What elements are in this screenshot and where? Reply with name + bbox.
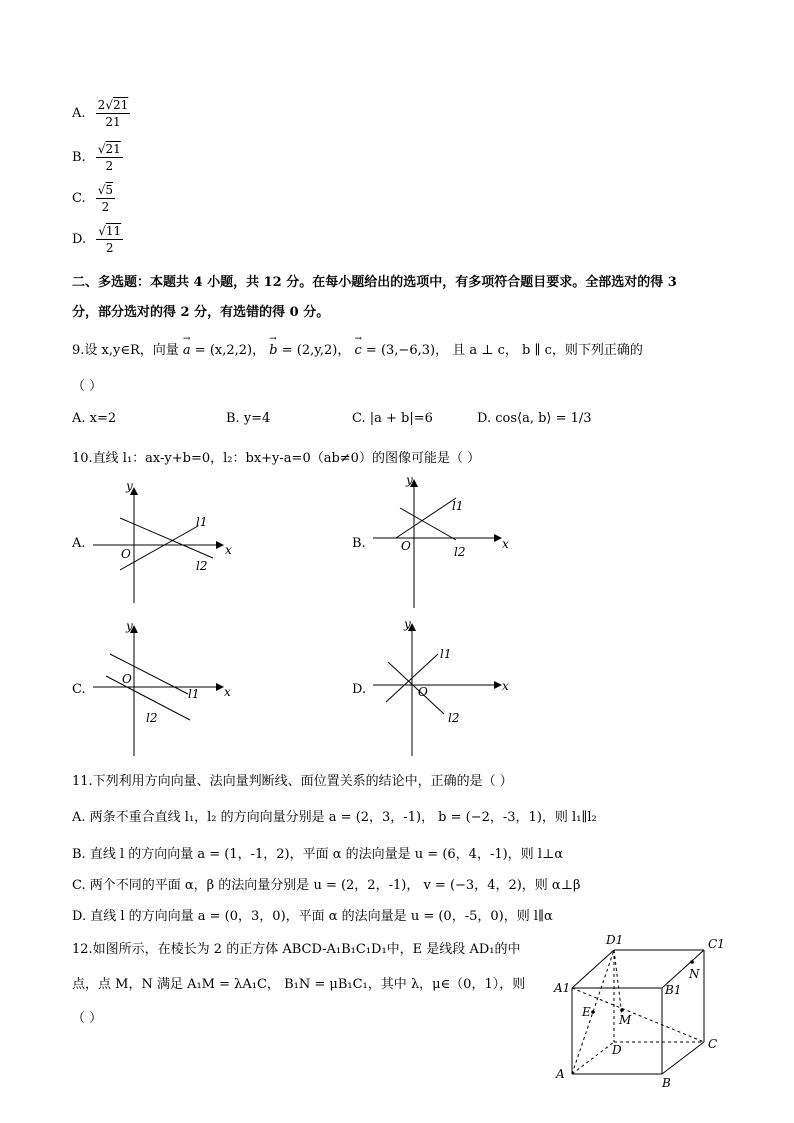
option-label: C.	[72, 191, 86, 206]
vector-a: → a	[183, 343, 191, 358]
l1-label: l1	[188, 687, 200, 701]
radicand: 21	[105, 142, 121, 156]
line-l2	[400, 508, 456, 540]
q10-graph-a-label: A.	[72, 536, 86, 551]
q11-option-c: C. 两个不同的平面 α，β 的法向量分别是 u = (2，2，-1)， v = (−3，4，2)，则 α⊥β	[72, 878, 581, 893]
denominator: 2	[105, 159, 114, 173]
line-l1	[396, 498, 456, 538]
q10-graph-c	[88, 616, 248, 758]
radicand: 5	[105, 183, 114, 197]
y-label: y	[404, 617, 411, 631]
q10-graph-b	[368, 470, 528, 610]
label-c1: C1	[708, 937, 725, 951]
denominator: 21	[105, 115, 121, 129]
label-a1: A1	[554, 981, 571, 995]
x-label: x	[502, 537, 509, 551]
q12-line2: 点，点 M，N 满足 A₁M = λA₁C， B₁N = μB₁C₁，其中 λ，μ∈（0，1），则	[72, 977, 526, 992]
label-d: D	[612, 1043, 622, 1057]
point-n	[690, 960, 694, 964]
label-n: N	[689, 967, 700, 981]
edge-ad	[572, 1042, 614, 1074]
option-label: B.	[72, 150, 86, 165]
q8-option-c	[72, 183, 115, 214]
label-c: C	[708, 1037, 718, 1051]
q9-paren: （ ）	[72, 379, 103, 394]
q9-option-a: A. x=2	[72, 411, 117, 426]
q12-line1: 12.如图所示，在棱长为 2 的正方体 ABCD-A₁B₁C₁D₁中，E 是线段 AD₁的中	[72, 942, 521, 957]
denominator: 2	[101, 200, 110, 214]
label-a: A	[556, 1067, 565, 1081]
q8-option-d	[72, 224, 123, 255]
l2-label: l2	[196, 559, 208, 573]
q10-graph-d	[368, 614, 528, 758]
l2-label: l2	[454, 545, 466, 559]
fraction: $\frac{√5}{2}$	[97, 183, 114, 214]
q12-paren: （ ）	[72, 1011, 103, 1026]
fraction: $\frac{2√21}{21}$	[97, 98, 129, 129]
vector-b-value: (2,y,2)	[296, 343, 338, 358]
q9-condition: 且 a ⊥ c， b ∥ c，则下列正确的	[452, 343, 643, 358]
vector-b: → b	[269, 343, 277, 358]
denominator: 2	[105, 241, 114, 255]
q11-option-a: A. 两条不重合直线 l₁，l₂ 的方向向量分别是 a = (2，3，-1)， b = (−2，-3，1)，则 l₁∥l₂	[72, 810, 597, 825]
q10-stem: 10.直线 l₁：ax-y+b=0，l₂：bx+y-a=0（ab≠0）的图像可能是（ ）	[72, 451, 481, 466]
q10-graph-d-label: D.	[352, 682, 367, 697]
q10-graph-a	[88, 478, 248, 608]
point-e	[591, 1010, 595, 1014]
y-label: y	[126, 619, 133, 633]
origin-label: O	[122, 672, 132, 686]
q10-graph-b-label: B.	[352, 536, 366, 551]
x-label: x	[224, 685, 231, 699]
origin-label: O	[401, 539, 411, 553]
point-m	[620, 1008, 624, 1012]
origin-label: O	[121, 547, 131, 561]
q9-intro: 9.设 x,y∈R，向量	[72, 343, 179, 358]
fraction: $\frac{√21}{2}$	[97, 142, 121, 173]
vector-a-value: (x,2,2)	[209, 343, 253, 358]
x-label: x	[225, 543, 232, 557]
vector-c-value: (3,−6,3)	[380, 343, 436, 358]
q11-option-b: B. 直线 l 的方向向量 a = (1，-1，2)，平面 α 的法向量是 u = (6，4，-1)，则 l⊥α	[72, 847, 563, 862]
l2-label: l2	[448, 711, 460, 725]
q9-option-b: B. y=4	[226, 411, 271, 426]
fraction: $\frac{√11}{2}$	[98, 224, 122, 255]
coef: 2	[97, 98, 106, 112]
label-e: E	[582, 1005, 591, 1019]
y-label: y	[126, 479, 133, 493]
q10-graph-c-label: C.	[72, 682, 86, 697]
section-heading-line2: 分，部分选对的得 2 分，有选错的得 0 分。	[72, 305, 330, 320]
q9-option-c: C. |a + b|=6	[352, 411, 433, 426]
q11-stem: 11.下列利用方向向量、法向量判断线、面位置关系的结论中，正确的是（ ）	[72, 774, 513, 789]
line-l1	[120, 526, 198, 570]
q9-option-d: D. cos⟨a, b⟩ = 1/3	[477, 411, 592, 426]
q12-cube-figure	[552, 932, 732, 1092]
label-m: M	[619, 1013, 632, 1027]
q8-option-a	[72, 98, 130, 129]
segment-d1m	[614, 950, 622, 1016]
q9-stem: 9.设 x,y∈R，向量 → a = (x,2,2)， → b = (2,y,2)， → c = (3,−6,3)， 且 a ⊥ c， b ∥ c，则下列正确的	[72, 339, 643, 358]
label-b: B	[662, 1076, 671, 1090]
option-label: D.	[72, 232, 87, 247]
l2-label: l2	[146, 711, 158, 725]
section-heading-line1: 二、多选题：本题共 4 小题，共 12 分。在每小题给出的选项中，有多项符合题目要求。全部选对的得 3	[72, 275, 677, 290]
q11-option-d: D. 直线 l 的方向向量 a = (0，3，0)，平面 α 的法向量是 u = (0，-5，0)，则 l∥α	[72, 909, 553, 924]
radicand: 21	[112, 98, 129, 112]
edge-bc	[662, 1042, 704, 1074]
origin-label: O	[418, 685, 428, 699]
l1-label: l1	[452, 499, 464, 513]
line-l2	[388, 662, 444, 714]
label-b1: B1	[665, 983, 682, 997]
vector-c: → c	[355, 343, 362, 358]
option-label: A.	[72, 106, 86, 121]
y-label: y	[406, 473, 413, 487]
x-label: x	[502, 679, 509, 693]
radicand: 11	[105, 224, 122, 238]
l1-label: l1	[440, 647, 452, 661]
q8-option-b	[72, 142, 123, 173]
l1-label: l1	[196, 515, 208, 529]
label-d1: D1	[606, 933, 624, 947]
